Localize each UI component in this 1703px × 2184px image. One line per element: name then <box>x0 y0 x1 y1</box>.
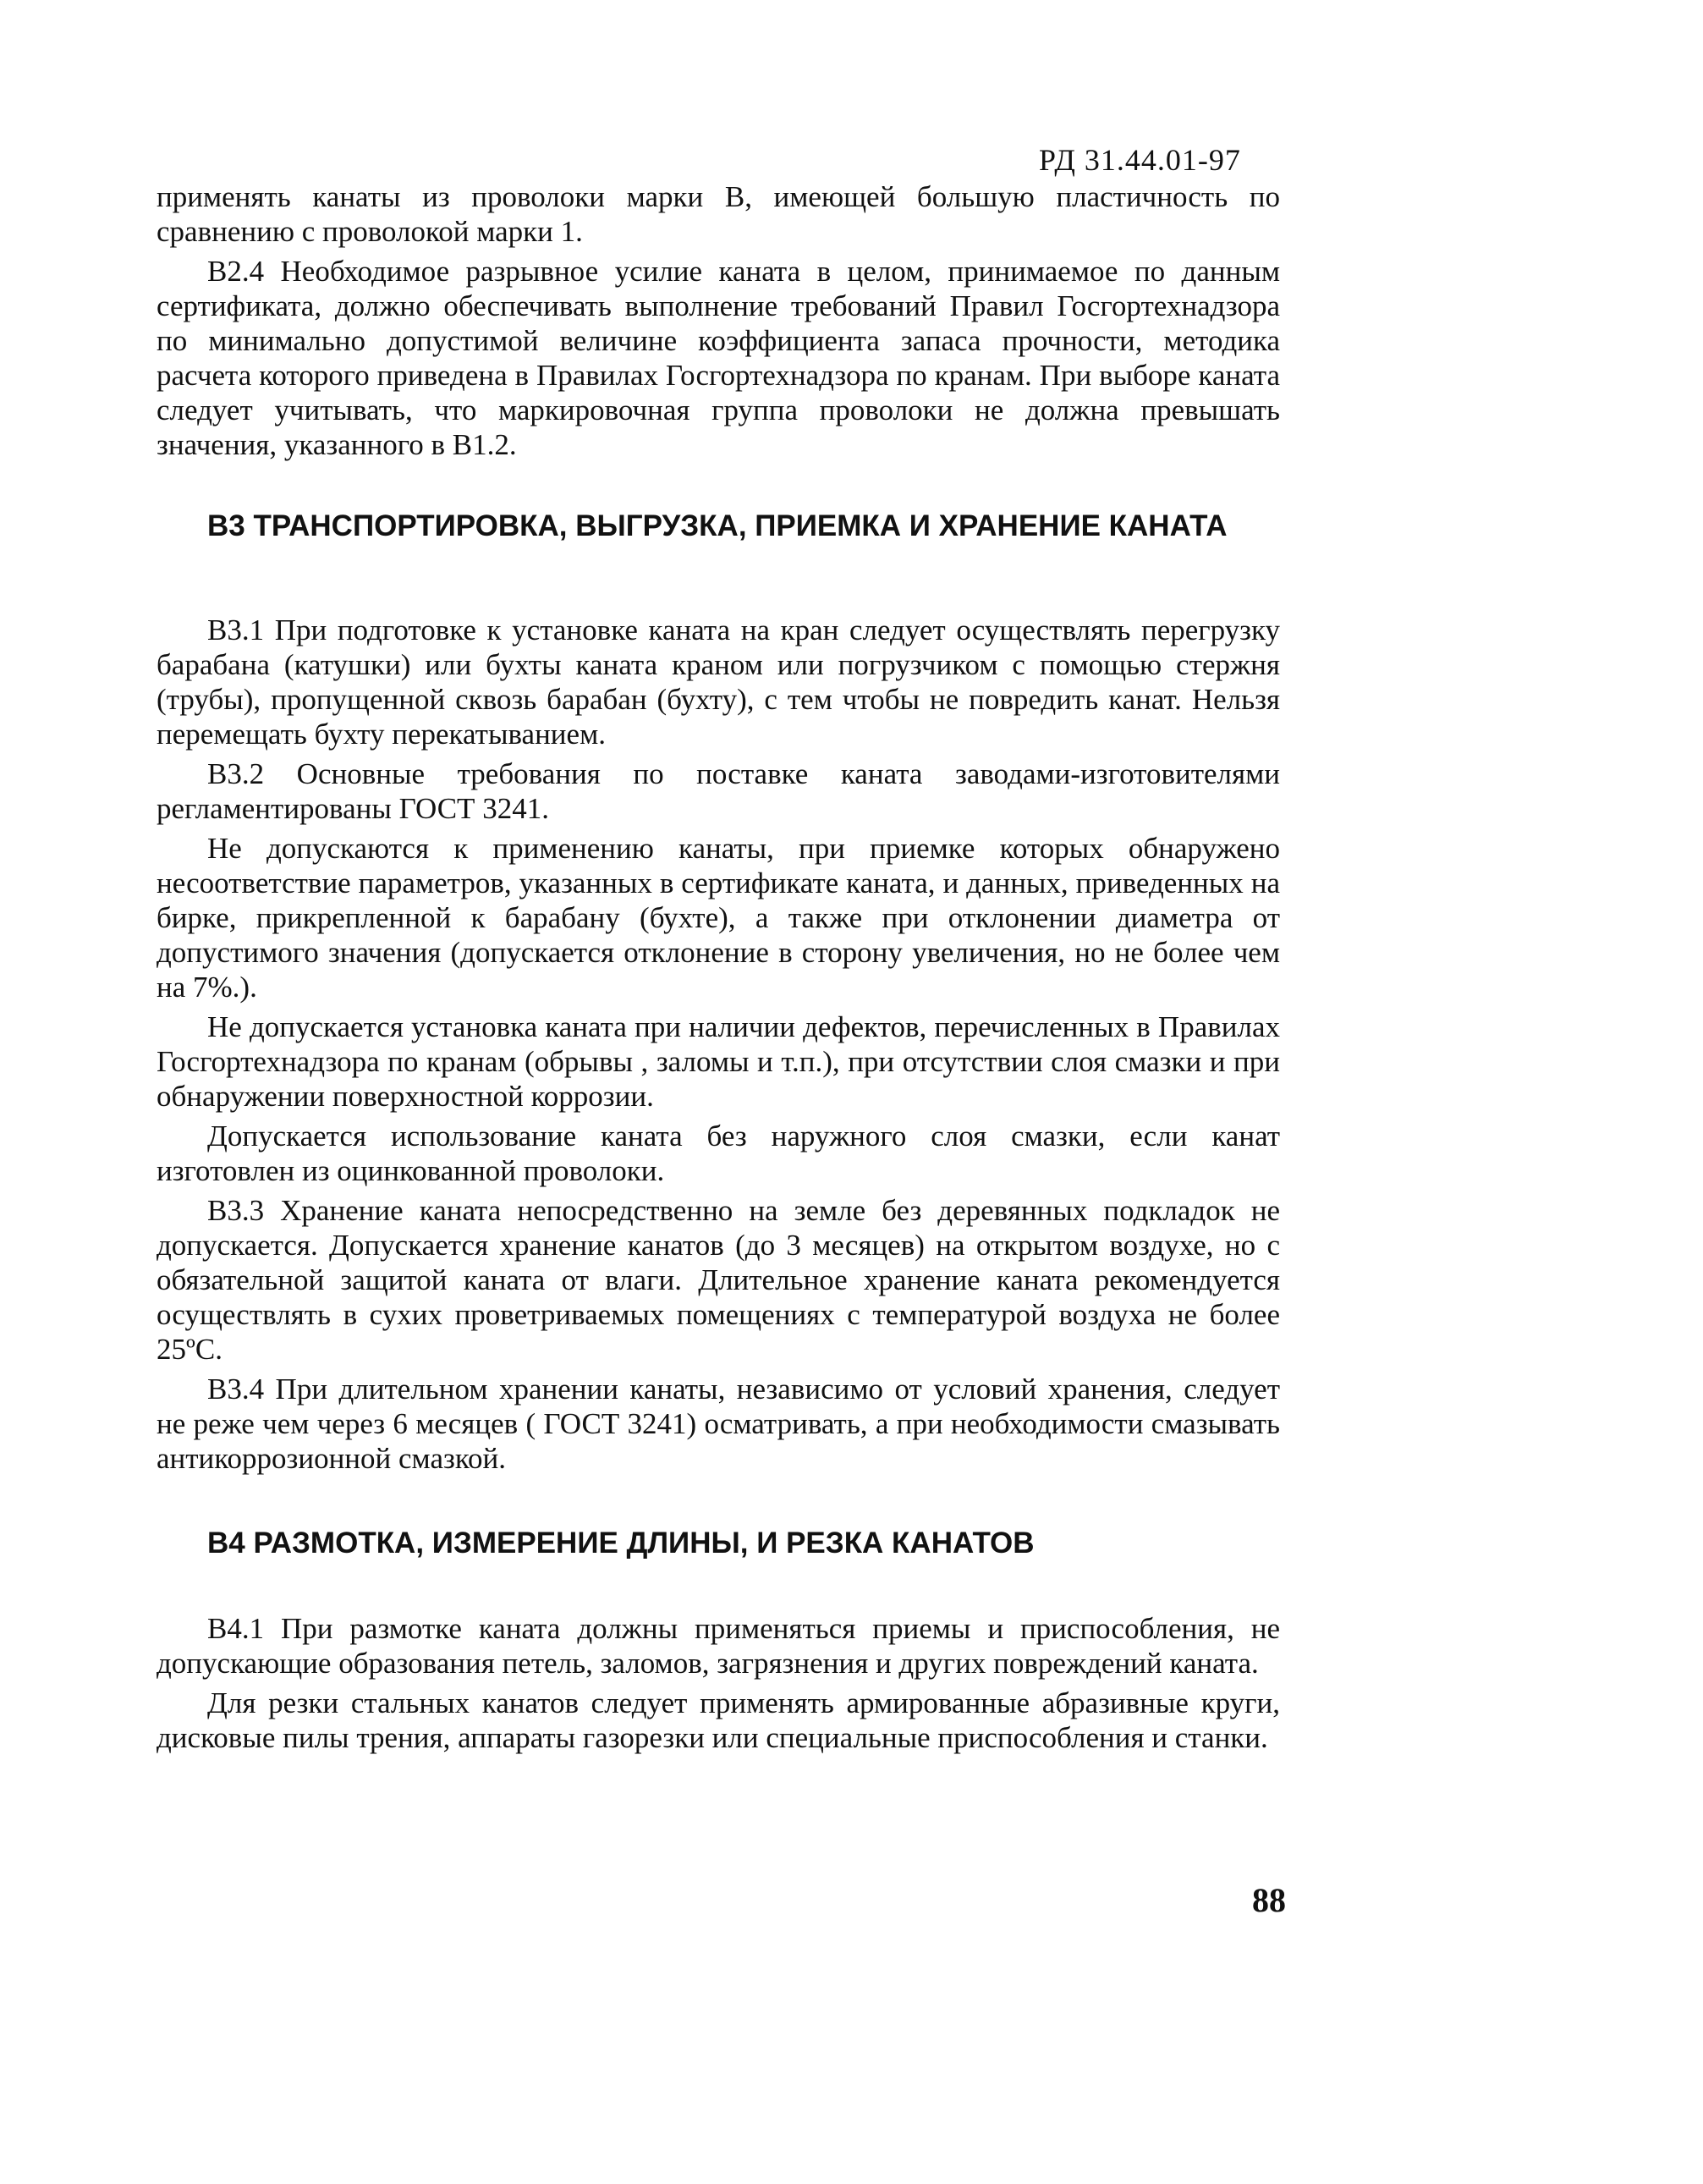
document-code: РД 31.44.01-97 <box>1039 143 1241 177</box>
section-heading-b3: В3 ТРАНСПОРТИРОВКА, ВЫГРУЗКА, ПРИЕМКА И ХРАНЕНИЕ КАНАТА <box>207 509 1228 542</box>
paragraph-b4-cutting: Для резки стальных канатов следует применять армированные абразивные круги, дисковые пилы трения, аппараты газорезки или специальные приспособления и станки. <box>157 1686 1280 1754</box>
paragraph-b3-2-galvanized: Допускается использование каната без наружного слоя смазки, если канат изготовлен из оцинкованной проволоки. <box>157 1120 1280 1187</box>
page-number: 88 <box>1252 1881 1286 1919</box>
paragraph-b4-1: В4.1 При размотке каната должны применяться приемы и приспособления, не допускающие образования петель, заломов, загрязнения и других повреждений каната. <box>157 1612 1280 1680</box>
paragraph-b3-4: В3.4 При длительном хранении канаты, независимо от условий хранения, следует не реже чем через 6 месяцев ( ГОСТ 3241) осматривать, а при необходимости смазывать антикоррозионной смазкой. <box>157 1373 1280 1475</box>
paragraph-b3-2-rejection: Не допускаются к применению канаты, при приемке которых обнаружено несоответствие параметров, указанных в сертификате каната, и данных, приведенных на бирке, прикрепленной к барабану (бухте), а также при отклонении диаметра от допустимого значения (допускается отклонение в сторону увеличения, но не более чем на 7%.). <box>157 832 1280 1004</box>
paragraph-b2-continued: применять канаты из проволоки марки В, имеющей большую пластичность по сравнению с проволокой марки 1. <box>157 180 1280 248</box>
paragraph-b3-3: В3.3 Хранение каната непосредственно на земле без деревянных подкладок не допускается. Допускается хранение канатов (до 3 месяцев) на открытом воздухе, но с обязательной защитой каната от влаги. Длительное хранение каната рекомендуется осуществлять в сухих проветриваемых помещениях с температурой воздуха не более 25ºС. <box>157 1194 1280 1366</box>
paragraph-b2-4: В2.4 Необходимое разрывное усилие каната в целом, принимаемое по данным сертификата, должно обеспечивать выполнение требований Правил Госгортехнадзора по минимально допустимой величине коэффициента запаса прочности, методика расчета которого приведена в Правилах Госгортехнадзора по кранам. При выборе каната следует учитывать, что маркировочная группа проволоки не должна превышать значения, указанного в В1.2. <box>157 255 1280 461</box>
section-heading-b4: В4 РАЗМОТКА, ИЗМЕРЕНИЕ ДЛИНЫ, И РЕЗКА КАНАТОВ <box>207 1527 1035 1560</box>
page-body <box>157 179 1280 1760</box>
paragraph-b3-1: В3.1 При подготовке к установке каната на кран следует осуществлять перегрузку барабана (катушки) или бухты каната краном или погрузчиком с помощью стержня (трубы), пропущенной сквозь барабан (бухту), с тем чтобы не повредить канат. Нельзя перемещать бухту перекатыванием. <box>157 613 1280 751</box>
paragraph-b3-2-defects: Не допускается установка каната при наличии дефектов, перечисленных в Правилах Госгортехнадзора по кранам (обрывы , заломы и т.п.), при отсутствии слоя смазки и при обнаружении поверхностной коррозии. <box>157 1010 1280 1113</box>
paragraph-b3-2: В3.2 Основные требования по поставке каната заводами-изготовителями регламентированы ГОСТ 3241. <box>157 757 1280 825</box>
